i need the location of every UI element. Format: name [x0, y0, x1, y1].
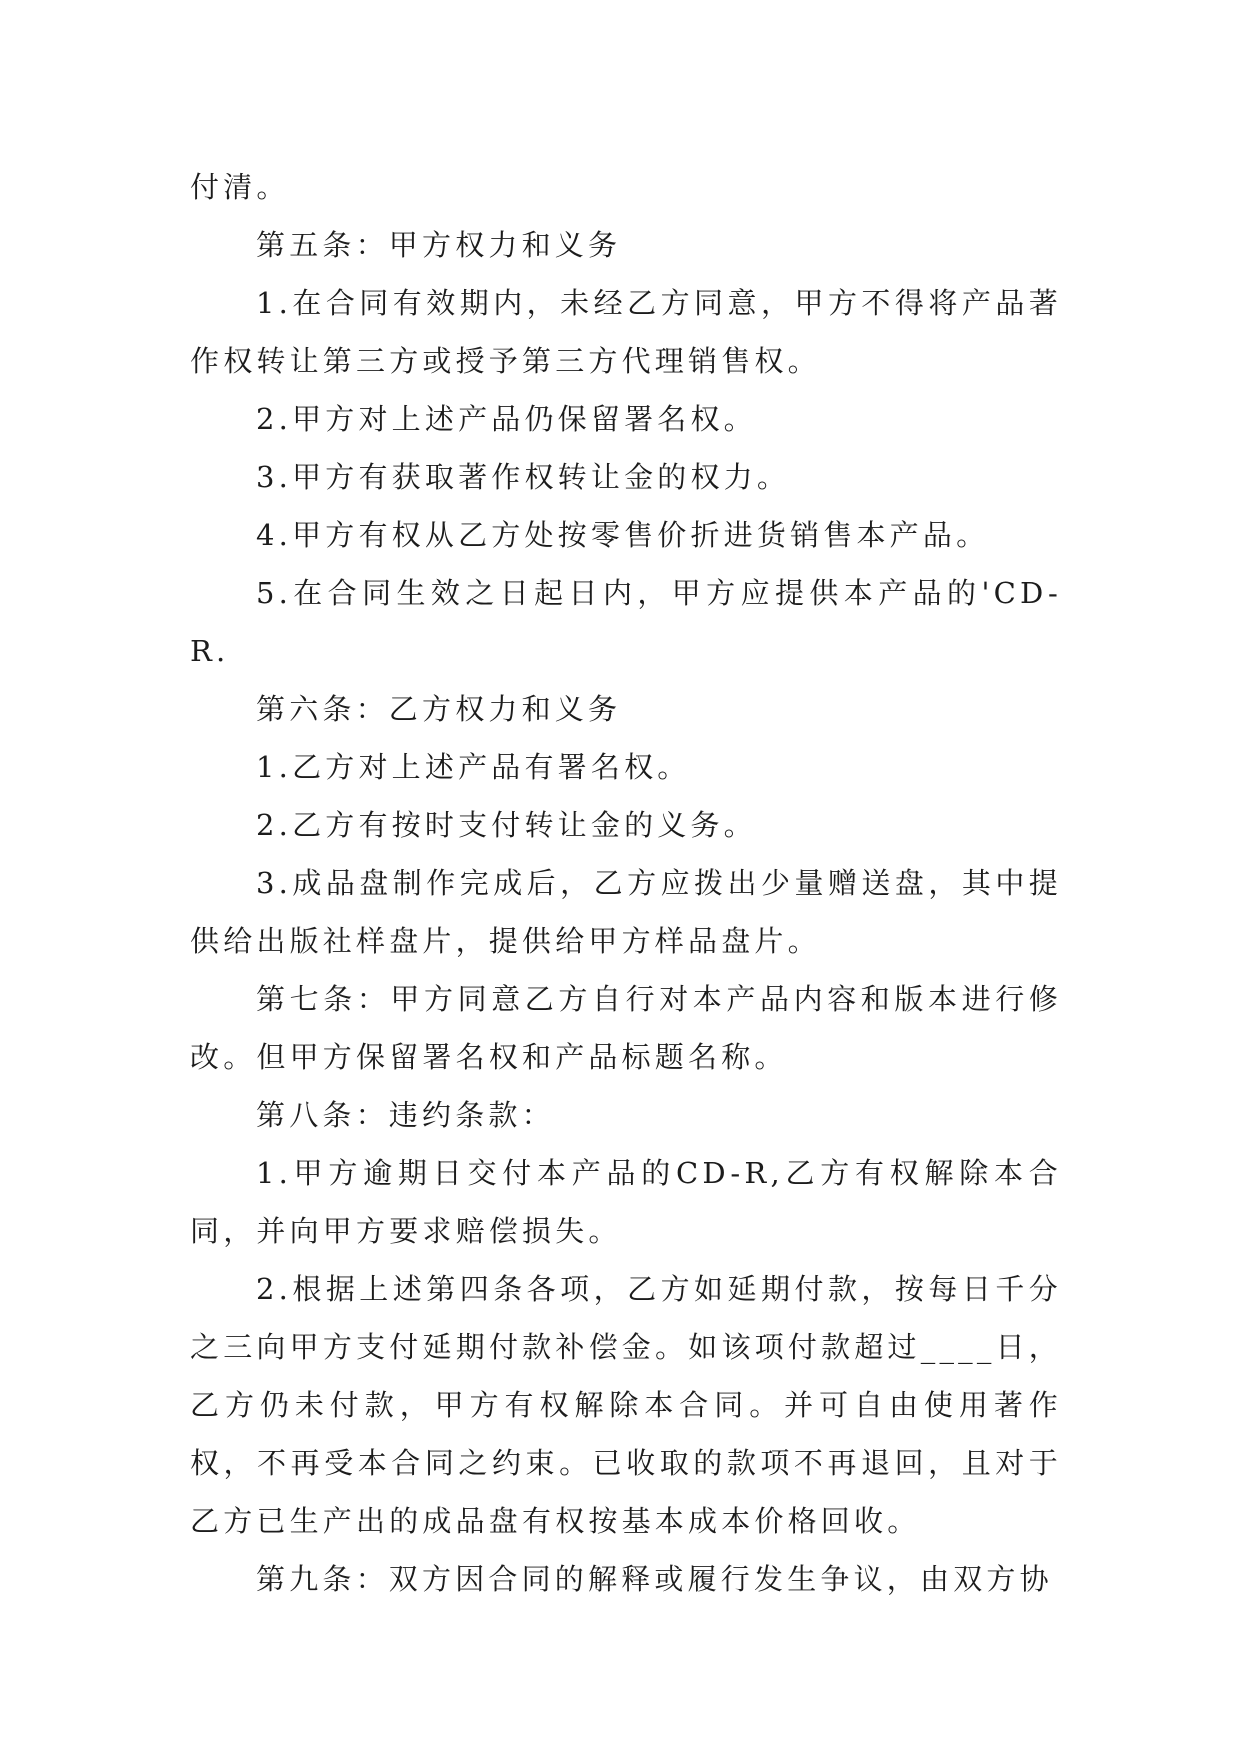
section-heading: 第九条：双方因合同的解释或履行发生争议，由双方协: [256, 1562, 1053, 1596]
paragraph: 2.乙方有按时支付转让金的义务。: [256, 808, 757, 842]
section-heading: 第七条：甲方同意乙方自行对本产品内容和版本进行修改。但甲方保留署名权和产品标题名称。: [190, 982, 1062, 1074]
paragraph: 3.甲方有获取著作权转让金的权力。: [256, 460, 791, 494]
section-heading: 第五条：甲方权力和义务: [256, 228, 622, 262]
section-heading: 第六条：乙方权力和义务: [256, 692, 622, 726]
contract-body: [190, 158, 1062, 1608]
paragraph: 1.甲方逾期日交付本产品的CD-R,乙方有权解除本合同，并向甲方要求赔偿损失。: [190, 1156, 1062, 1248]
paragraph: 5.在合同生效之日起日内，甲方应提供本产品的'CD-R.: [190, 576, 1062, 668]
section-heading: 第八条：违约条款：: [256, 1098, 555, 1132]
paragraph: 付清。: [190, 170, 290, 204]
paragraph: 4.甲方有权从乙方处按零售价折进货销售本产品。: [256, 518, 990, 552]
paragraph: 1.乙方对上述产品有署名权。: [256, 750, 691, 784]
paragraph: 2.甲方对上述产品仍保留署名权。: [256, 402, 757, 436]
paragraph: 3.成品盘制作完成后，乙方应拨出少量赠送盘，其中提供给出版社样盘片，提供给甲方样品盘片。: [190, 866, 1062, 958]
paragraph: 2.根据上述第四条各项，乙方如延期付款，按每日千分之三向甲方支付延期付款补偿金。如该项付款超过____日，乙方仍未付款，甲方有权解除本合同。并可自由使用著作权，不再受本合同之约束。已收取的款项不再退回，且对于乙方已生产出的成品盘有权按基本成本价格回收。: [190, 1272, 1062, 1538]
paragraph: 1.在合同有效期内，未经乙方同意，甲方不得将产品著作权转让第三方或授予第三方代理销售权。: [190, 286, 1062, 378]
